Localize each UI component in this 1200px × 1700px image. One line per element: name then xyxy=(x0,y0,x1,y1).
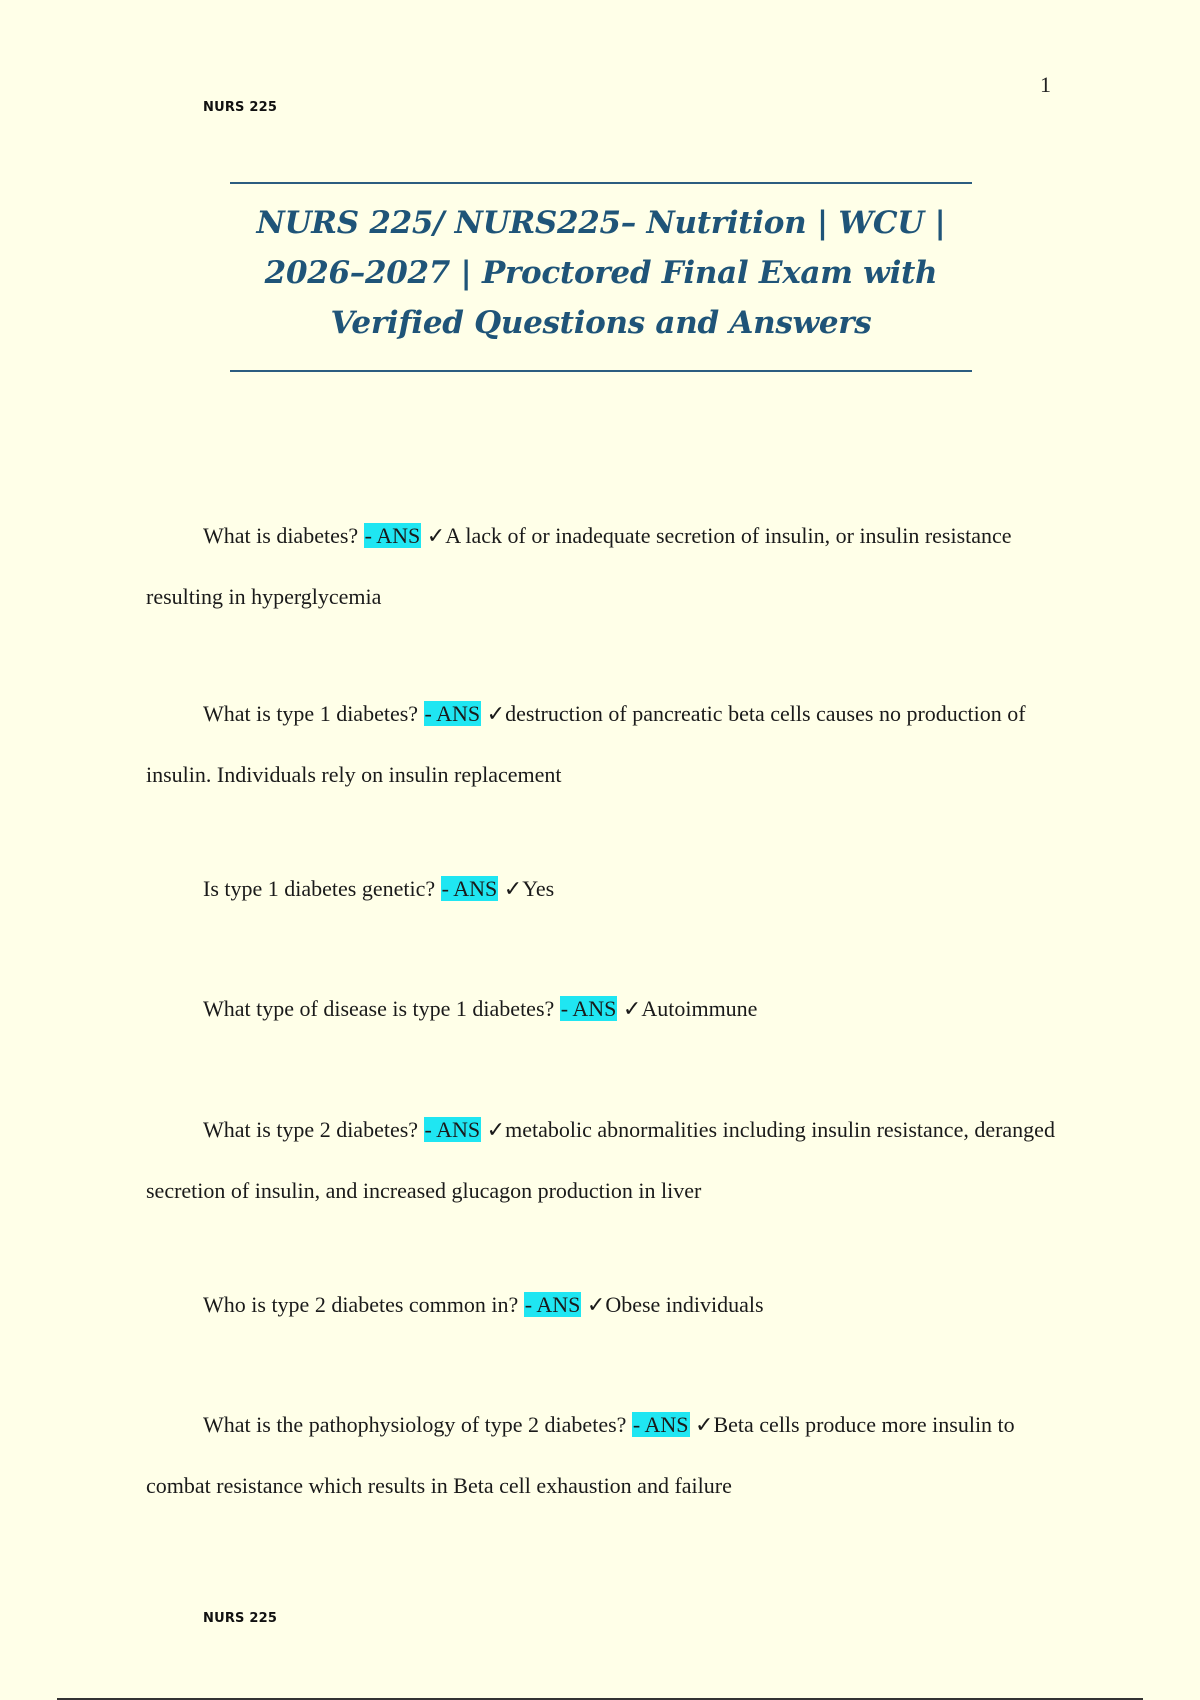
question-text: What is diabetes? xyxy=(203,523,359,548)
question-text: What is type 2 diabetes? xyxy=(203,1117,419,1142)
question-text: Who is type 2 diabetes common in? xyxy=(203,1292,519,1317)
answer-text: Autoimmune xyxy=(641,996,758,1021)
running-header-next-page: NURS 225 xyxy=(203,1611,278,1626)
ans-marker: - ANS xyxy=(364,523,421,548)
qa-item xyxy=(146,978,1056,1039)
check-icon: ✓ xyxy=(486,1117,506,1142)
question-text: What is the pathophysiology of type 2 diabetes? xyxy=(203,1412,627,1437)
title-bottom-rule xyxy=(230,370,972,372)
question-text: Is type 1 diabetes genetic? xyxy=(203,876,436,901)
question-text: What type of disease is type 1 diabetes? xyxy=(203,996,555,1021)
ans-marker: - ANS xyxy=(560,996,617,1021)
ans-marker: - ANS xyxy=(441,876,498,901)
check-icon: ✓ xyxy=(622,996,642,1021)
title-top-rule xyxy=(230,182,972,184)
qa-item xyxy=(146,1274,1056,1335)
answer-text: Obese individuals xyxy=(605,1292,764,1317)
qa-item xyxy=(146,858,1056,919)
page-number: 1 xyxy=(1040,72,1051,97)
answer-text: Beta cells produce more insulin to combat resistance which results in Beta cell exhaustion and failure xyxy=(146,1412,1015,1498)
answer-text: A lack of or inadequate secretion of insulin, or insulin resistance resulting in hyperglycemia xyxy=(146,523,1012,609)
check-icon: ✓ xyxy=(695,1412,714,1437)
ans-marker: - ANS xyxy=(424,701,481,726)
ans-marker: - ANS xyxy=(424,1117,481,1142)
title-line: NURS 225/ NURS225– Nutrition | WCU | xyxy=(256,205,946,241)
qa-item xyxy=(146,505,1056,627)
running-header: NURS 225 xyxy=(203,100,278,115)
title-line: Verified Questions and Answers xyxy=(330,305,872,341)
check-icon: ✓ xyxy=(426,523,446,548)
qa-item xyxy=(146,683,1056,805)
ans-marker: - ANS xyxy=(524,1292,581,1317)
ans-marker: - ANS xyxy=(632,1412,689,1437)
question-text: What is type 1 diabetes? xyxy=(203,701,419,726)
check-icon: ✓ xyxy=(486,701,506,726)
title-line: 2026–2027 | Proctored Final Exam with xyxy=(264,255,938,291)
qa-item xyxy=(146,1099,1056,1221)
check-icon: ✓ xyxy=(503,876,523,901)
check-icon: ✓ xyxy=(586,1292,606,1317)
answer-text: destruction of pancreatic beta cells causes no production of insulin. Individuals rely on insulin replacement xyxy=(146,701,1026,787)
document-title xyxy=(230,198,972,348)
answer-text: Yes xyxy=(522,876,555,901)
qa-item xyxy=(146,1394,1056,1516)
answer-text: metabolic abnormalities including insulin resistance, deranged secretion of insulin, and increased glucagon production in liver xyxy=(146,1117,1055,1203)
